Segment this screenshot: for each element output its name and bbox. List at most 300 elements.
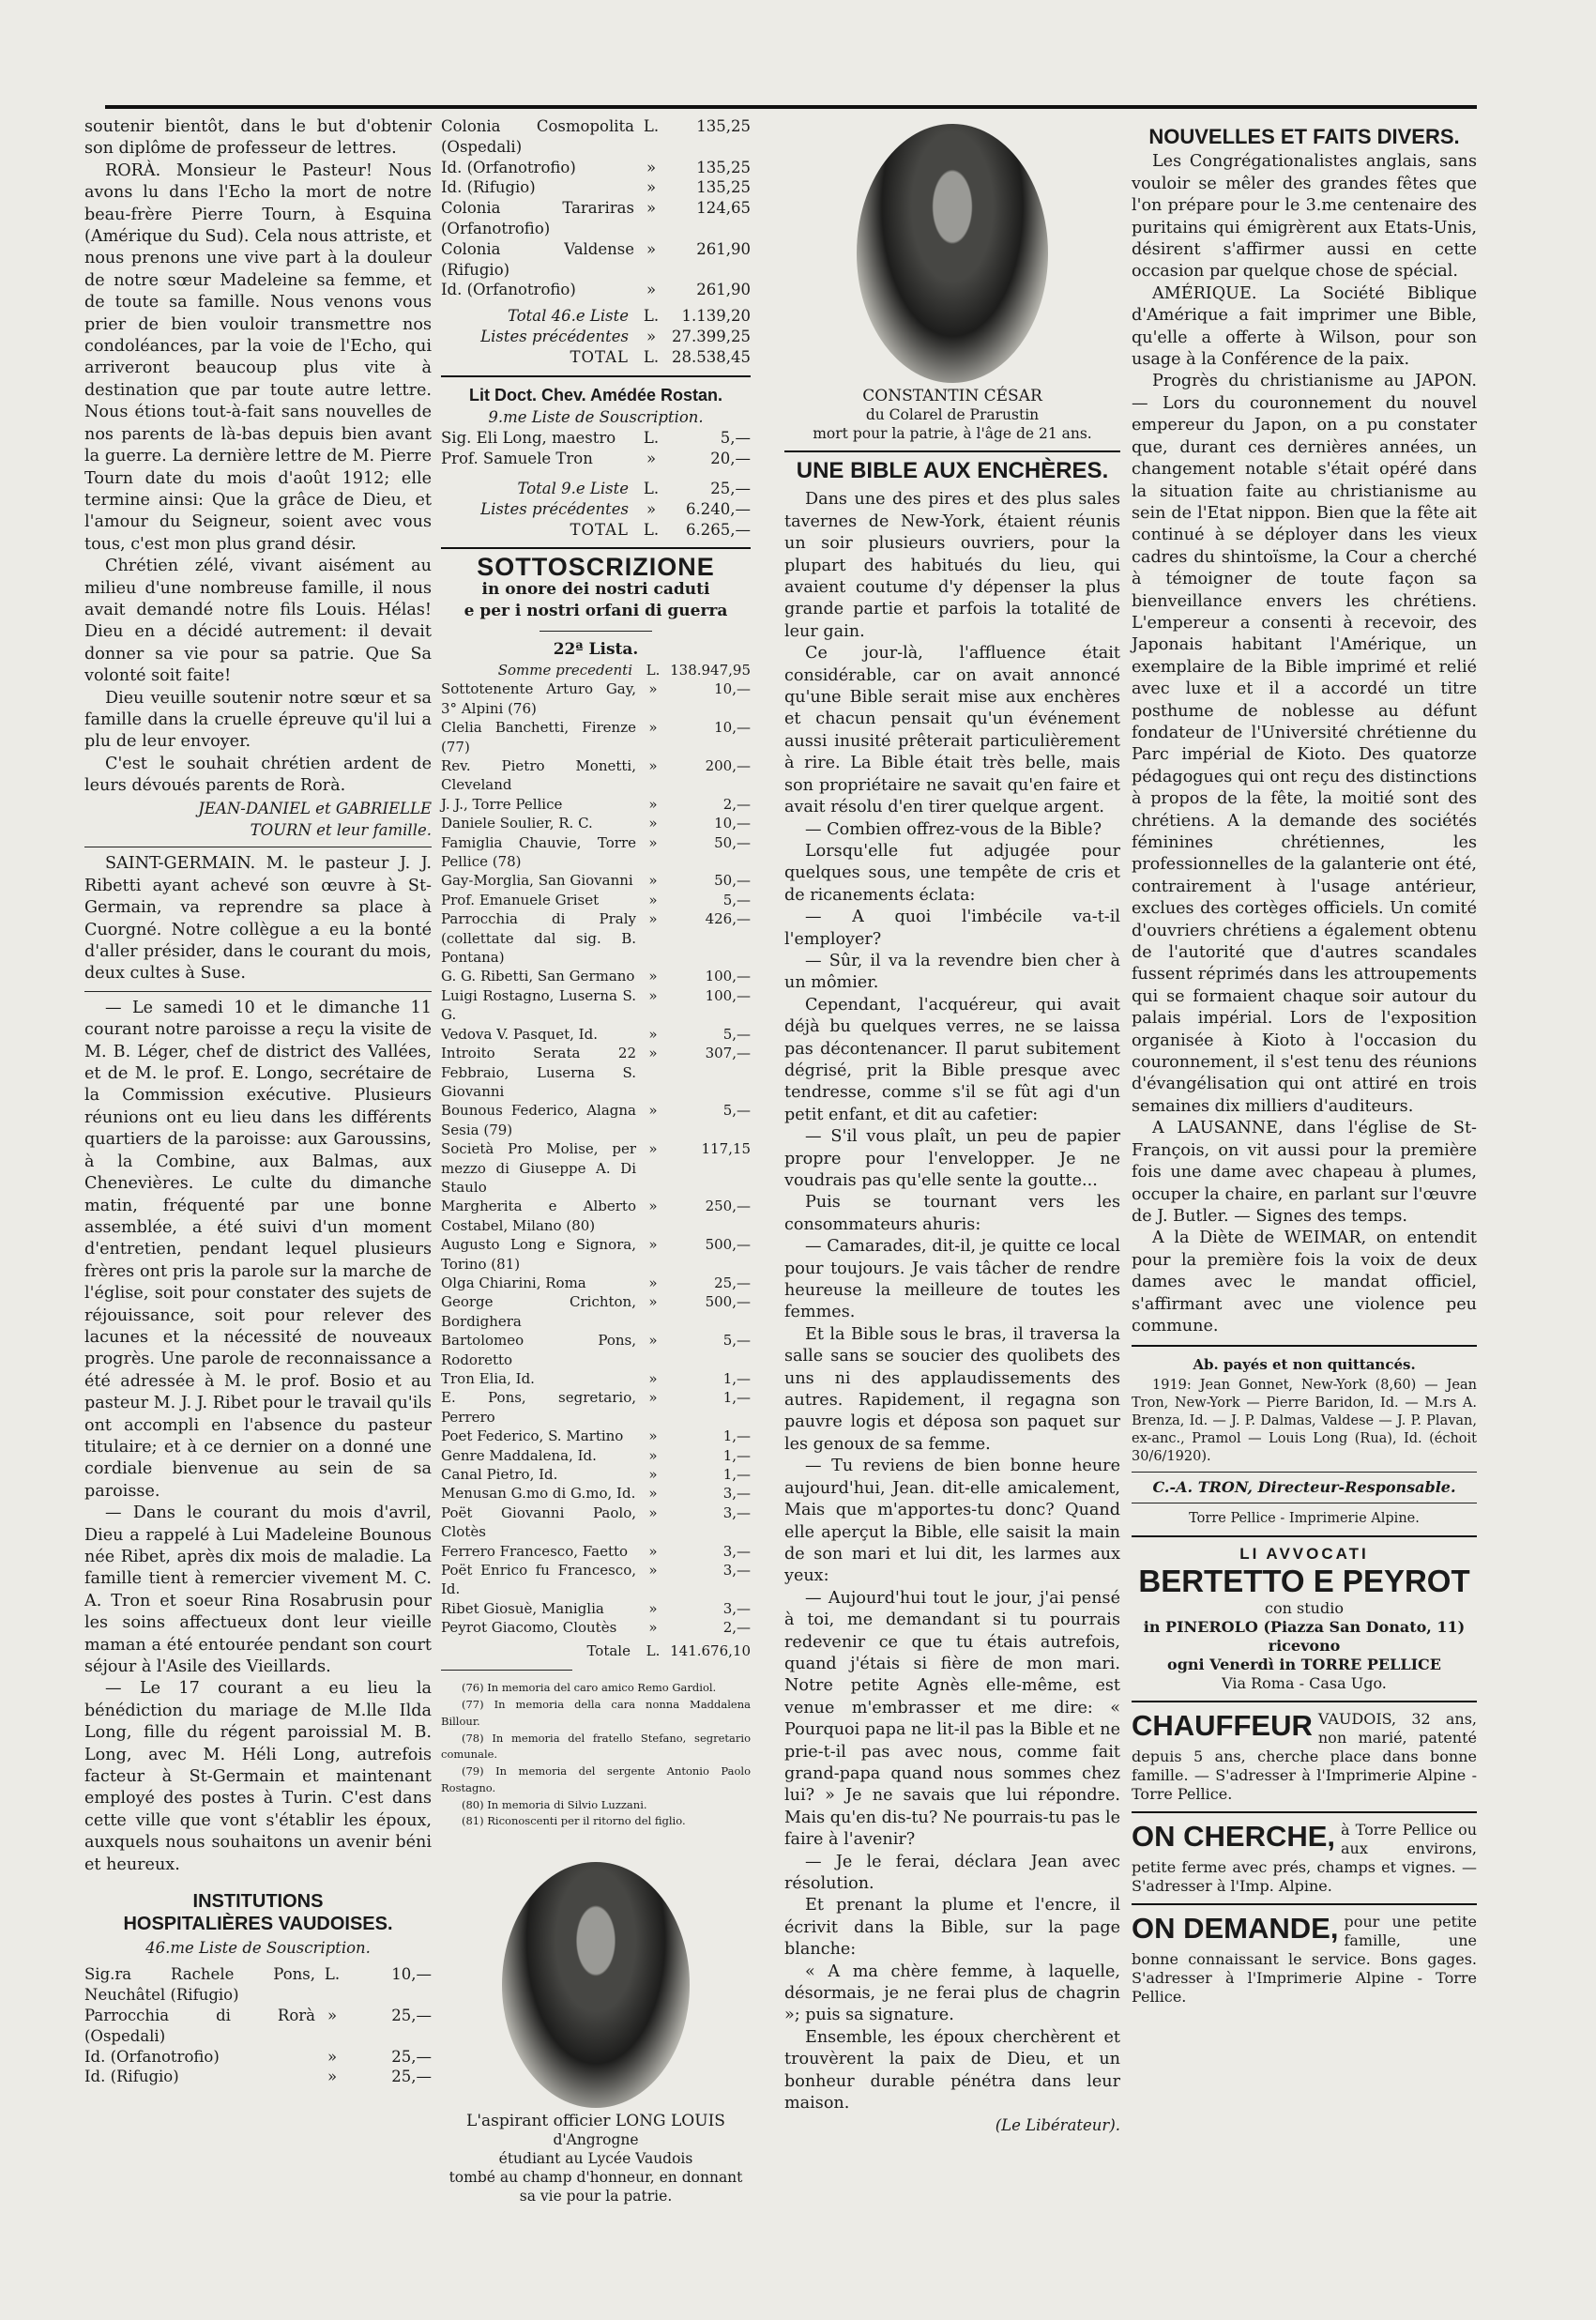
- section-title: HOSPITALIÈRES VAUDOISES.: [123, 1913, 393, 1934]
- article-source: (Le Libérateur).: [995, 2116, 1120, 2135]
- ad-line: con studio: [1265, 1598, 1344, 1617]
- amount: 3,—: [722, 1503, 751, 1521]
- list-row: [84, 2006, 432, 2047]
- currency: L.: [646, 661, 661, 679]
- donor: Somme precedenti: [497, 661, 632, 679]
- list-row: [441, 158, 751, 178]
- amount: 117,15: [701, 1140, 751, 1158]
- divider: [540, 631, 652, 632]
- ad-line: ogni Venerdì in TORRE PELLICE: [1167, 1655, 1441, 1673]
- signature: TOURN et leur famille.: [250, 821, 432, 839]
- article-paragraph: Et la Bible sous le bras, il traversa la salle sans se soucier des quolibets des uns ni des applaudissements des autres. Rapidement, il regagna son pauvre logis et déposa son paquet sur les genoux de sa femme.: [784, 1324, 1120, 1454]
- article-paragraph: Dans une des pires et des plus sales tavernes de New-York, étaient réunis un soir plusieurs ouvriers, pour la plupart des habitués du lieu, qui avaient coutume d'y dépenser la plus grande partie et parfois la totalité de leur gain.: [784, 490, 1120, 641]
- currency: »: [648, 1102, 658, 1120]
- amount: 5,—: [722, 891, 751, 908]
- article-paragraph: — Tu reviens de bien bonne heure aujourd'hui, Jean. dit-elle amicalement, Mais que m'apportes-tu donc? Quand elle aperçut la Bible, elle saisit la main de son mari et lui dit, les larmes aux yeux:: [784, 1457, 1120, 1586]
- currency: »: [648, 872, 658, 890]
- donor: Id. (Orfanotrofio): [441, 158, 576, 176]
- article-paragraph: Puis se tournant vers les consommateurs ahuris:: [784, 1193, 1120, 1234]
- ad-heading: BERTETTO E PEYROT: [1138, 1563, 1470, 1598]
- donor: George Crichton, Bordighera: [441, 1293, 636, 1330]
- article-paragraph: « A ma chère femme, à laquelle, désormais, je ne ferai plus de chagrin »; puis sa signature.: [784, 1961, 1120, 2025]
- donor: Famiglia Chauvie, Torre Pellice (78): [441, 833, 636, 871]
- list-row: [441, 1542, 751, 1561]
- amount: 28.538,45: [672, 347, 751, 366]
- donor: Menusan G.mo di G.mo, Id.: [441, 1485, 636, 1503]
- donor: Id. (Rifugio): [441, 178, 536, 197]
- photo-caption: étudiant au Lycée Vaudois: [498, 2150, 693, 2168]
- paragraph: soutenir bientôt, dans le but d'obtenir son diplôme de professeur de lettres.: [84, 117, 432, 159]
- currency: »: [648, 719, 658, 737]
- amount: 1,—: [722, 1427, 751, 1445]
- currency: »: [648, 1140, 658, 1158]
- amount: 200,—: [705, 757, 751, 775]
- list-row: [441, 1503, 751, 1542]
- subscriptions-text: 1919: Jean Gonnet, New-York (8,60) — Jean Tron, New-York — Pierre Baridon, Id. — M.rs A. Brenza, Id. — J. P. Dalmas, Valdese — J. P. Plavan, ex-anc., Pramol — Louis Long (Rua), Id. (échoit 30/6/1920).: [1132, 1377, 1477, 1464]
- list-row: [441, 428, 751, 449]
- amount: 261,90: [696, 281, 751, 299]
- article-paragraph: — S'il vous plaît, un peu de papier propre pour l'envelopper. Je ne voudrais pas qu'elle sente la goutte...: [784, 1127, 1120, 1190]
- donor: Olga Chiarini, Roma: [441, 1274, 586, 1291]
- amount: 25,—: [391, 2068, 432, 2086]
- list-row: [441, 116, 751, 158]
- list-row: [441, 679, 751, 718]
- article-paragraph: — Combien offrez-vous de la Bible?: [805, 819, 1102, 839]
- sottoscrizione-list: [441, 661, 751, 1638]
- list-row: [441, 756, 751, 795]
- director-line: C.-A. TRON, Directeur-Responsable.: [1152, 1477, 1456, 1496]
- currency: »: [648, 833, 658, 851]
- list-row: [441, 1561, 751, 1599]
- currency: »: [646, 199, 657, 218]
- currency: »: [648, 891, 658, 908]
- list-row: [441, 833, 751, 872]
- donor: Id. (Orfanotrofio): [84, 2047, 220, 2066]
- amount: 1,—: [722, 1370, 751, 1388]
- donor: Colonia Valdense (Rifugio): [441, 239, 634, 279]
- amount: 100,—: [705, 968, 751, 985]
- list-row: [441, 177, 751, 198]
- ad-heading: ON CHERCHE,: [1132, 1819, 1336, 1853]
- donor: Parrocchia di Rorà (Ospedali): [84, 2006, 315, 2045]
- currency: »: [648, 1446, 658, 1464]
- amount: 50,—: [714, 833, 751, 851]
- currency: »: [648, 1293, 658, 1311]
- donor: Società Pro Molise, per mezzo di Giuseppe A. Di Staulo: [441, 1140, 636, 1196]
- list-row: [441, 909, 751, 967]
- list-number: 22ª Lista.: [553, 639, 639, 659]
- amount: 2,—: [722, 795, 751, 813]
- amount: 6.265,—: [686, 520, 751, 539]
- list-row: [441, 1331, 751, 1369]
- currency: »: [648, 1619, 658, 1637]
- footnote: (81) Riconoscenti per il ritorno del figlio.: [462, 1814, 686, 1828]
- amount: 5,—: [722, 1025, 751, 1043]
- divider: [1132, 1345, 1477, 1347]
- amount: 307,—: [705, 1045, 751, 1062]
- list-row: [441, 1484, 751, 1503]
- donor: Poet Federico, S. Martino: [441, 1427, 624, 1445]
- list-row: [441, 1599, 751, 1618]
- article-paragraph: Ce jour-là, l'affluence était considérable, car on avait annoncé qu'une Bible serait mise aux enchères et chacun pensait qu'un événement aussi inusité prêterait particulièrement à rire. La Bible était très belle, mais son propriétaire ne savait qu'en faire et avait résolu d'en tirer quelque argent.: [784, 644, 1120, 817]
- currency: »: [648, 680, 658, 698]
- donor: Daniele Soulier, R. C.: [441, 815, 593, 832]
- currency: »: [646, 281, 657, 299]
- currency: L.: [643, 429, 660, 448]
- amount: 250,—: [705, 1198, 751, 1215]
- amount: 1,—: [722, 1389, 751, 1407]
- ad-text: à Torre Pellice ou aux environs, petite ferme avec prés, champs et vignes. — S'adresser à l'Imp. Alpine.: [1132, 1820, 1477, 1895]
- amount: 10,—: [714, 815, 751, 832]
- currency: »: [648, 815, 658, 832]
- amount: 25,—: [714, 1274, 751, 1291]
- total-label: Totale: [586, 1641, 631, 1659]
- amount: 1,—: [722, 1466, 751, 1484]
- donor: Canal Pietro, Id.: [441, 1466, 558, 1484]
- donor: Gay-Morglia, San Giovanni: [441, 872, 633, 890]
- list-row: [441, 1465, 751, 1484]
- donor: Poët Giovanni Paolo, Clotès: [441, 1503, 636, 1541]
- amount: 5,—: [722, 1102, 751, 1120]
- list-row: [441, 1618, 751, 1637]
- subscriptions-title: Ab. payés et non quittancés.: [1193, 1356, 1416, 1374]
- footnote: (79) In memoria del sergente Antonio Paolo Rostagno.: [441, 1764, 751, 1794]
- amount: 141.676,10: [670, 1641, 751, 1659]
- article-paragraph: Lorsqu'elle fut adjugée pour quelques sous, une tempête de cris et de ricanements éclata:: [784, 841, 1120, 905]
- donor: Peyrot Giacomo, Cloutès: [441, 1619, 617, 1637]
- divider: [1132, 1535, 1477, 1537]
- divider: [784, 450, 1120, 452]
- saint-germain-news: SAINT-GERMAIN. M. le pasteur J. J. Ribetti ayant achevé son œuvre à St-Germain, va reprendre sa place à Cuorgné. Notre collègue a eu la bonté d'aller présider, dans le courant du mois, deux cultes à Suse.: [84, 854, 432, 984]
- news-paragraph: A la Diète de WEIMAR, on entendit pour la première fois la voix de deux dames avec le mandat officiel, s'affirmant avec une violence peu commune.: [1132, 1229, 1477, 1336]
- amount: 27.399,25: [672, 327, 751, 345]
- footnote: (77) In memoria della cara nonna Maddalena Billour.: [441, 1697, 751, 1728]
- amount: 135,25: [696, 117, 751, 135]
- currency: »: [648, 1427, 658, 1445]
- currency: »: [646, 327, 657, 345]
- currency: L.: [643, 520, 660, 539]
- amount: 3,—: [722, 1485, 751, 1503]
- currency: L.: [646, 1641, 661, 1659]
- donor: Sig. Eli Long, maestro: [441, 429, 616, 448]
- divider: [1132, 1472, 1477, 1473]
- column-2: [441, 116, 751, 2206]
- signature: JEAN-DANIEL et GABRIELLE: [198, 799, 432, 817]
- ad-line: Via Roma - Casa Ugo.: [1222, 1673, 1387, 1692]
- sottoscrizione-title: SOTTOSCRIZIONE: [477, 553, 715, 582]
- paragraph: — Dans le courant du mois d'avril, Dieu a rappelé à Lui Madeleine Bounous née Ribet, après dix mois de maladie. La famille tient à remercier vivement M. C. A. Tron et soeur Rina Rosabrusin pour les soins affectueux dont leur vieille maman a été entourée pendant son court séjour à l'Asile des Vieillards.: [84, 1503, 432, 1677]
- news-paragraph: Les Congrégationalistes anglais, sans vouloir se mêler des grandes fêtes que l'on prépare pour le 3.me centenaire des puritains qui émigrèrent aux Etats-Unis, désirent s'affirmer aussi en cette occasion par quelque chose de spécial.: [1132, 152, 1477, 282]
- list-row: [84, 2067, 432, 2087]
- list-row: [441, 967, 751, 985]
- currency: »: [646, 239, 657, 258]
- donor: Prof. Emanuele Griset: [441, 891, 600, 908]
- divider: [84, 991, 432, 992]
- list-row: [441, 239, 751, 281]
- currency: »: [327, 2047, 338, 2066]
- divider: [441, 375, 751, 377]
- total-label: Total 46.e Liste: [508, 307, 629, 326]
- total-row: [441, 479, 751, 499]
- list-row: [441, 1044, 751, 1101]
- currency: »: [327, 2068, 338, 2086]
- currency: L.: [643, 117, 660, 135]
- total-label: Total 9.e Liste: [517, 479, 629, 497]
- list-row: [441, 1274, 751, 1292]
- list-row: [441, 198, 751, 239]
- donor: Genre Maddalena, Id.: [441, 1446, 597, 1464]
- list-row: [441, 891, 751, 909]
- currency: »: [648, 757, 658, 775]
- currency: L.: [324, 1965, 341, 1984]
- donor: Ribet Giosuè, Maniglia: [441, 1599, 604, 1617]
- donor: Prof. Samuele Tron: [441, 450, 593, 468]
- currency: »: [646, 450, 657, 468]
- divider: [1132, 1701, 1477, 1702]
- rora-letter: RORÀ. Monsieur le Pasteur! Nous avons lu dans l'Echo la mort de notre beau-frère Pierre Tourn, à Esquina (Amérique du Sud). Cela nous attriste, et nous prenons une vive part à la douleur de notre sœur Madeleine sa femme, et de toute sa famille. Nous venons vous prier de bien vouloir transmettre nos condoléances, par la voie de l'Echo, qui arriveront beaucoup plus vite à destination que par toute autre lettre. Nous étions tout-à-fait sans nouvelles de nos parents de là-bas depuis bien avant la guerre. La dernière lettre de M. Pierre Tourn date du mois d'août 1912; elle termine ainsi: Que la grâce de Dieu, et l'amour du Seigneur, soient avec vous tous, c'est mon plus grand désir.: [84, 160, 432, 554]
- photo-caption: d'Angrogne: [553, 2131, 639, 2149]
- amount: 426,—: [705, 910, 751, 928]
- ad-on-cherche: [1132, 1821, 1477, 1896]
- header-rule: [105, 105, 1477, 109]
- list-subtitle: 9.me Liste de Souscription.: [488, 407, 704, 426]
- section-title: INSTITUTIONS: [192, 1891, 324, 1913]
- donor: Colonia Cosmopolita (Ospedali): [441, 117, 634, 156]
- amount: 3,—: [722, 1599, 751, 1617]
- section-title: NOUVELLES ET FAITS DIVERS.: [1148, 125, 1460, 148]
- amount: 10,—: [714, 719, 751, 737]
- list-row: [441, 814, 751, 832]
- amount: 2,—: [722, 1619, 751, 1637]
- donor: G. G. Ribetti, San Germano: [441, 968, 635, 985]
- article-paragraph: — Sûr, il va la revendre bien cher à un mômier.: [784, 951, 1120, 993]
- total-row: [441, 520, 751, 541]
- portrait-photo-constantin-cesar: [857, 124, 1048, 383]
- amount: 5,—: [720, 429, 751, 448]
- amount: 50,—: [714, 872, 751, 890]
- currency: »: [327, 2006, 338, 2024]
- amount: 138.947,95: [670, 661, 751, 679]
- currency: L.: [643, 479, 660, 497]
- currency: »: [648, 1562, 658, 1580]
- total-row: [441, 347, 751, 368]
- currency: »: [648, 1503, 658, 1521]
- divider: [441, 547, 751, 549]
- currency: »: [648, 1485, 658, 1503]
- total-label: Listes précédentes: [480, 499, 629, 518]
- amount: 261,90: [696, 239, 751, 258]
- ad-chauffeur: [1132, 1710, 1477, 1804]
- amount: 3,—: [722, 1562, 751, 1580]
- donor: Sig.ra Rachele Pons, Neuchâtel (Rifugio): [84, 1965, 315, 2005]
- colonia-list: [441, 116, 751, 300]
- list-row: [441, 1235, 751, 1274]
- total-row: [441, 327, 751, 347]
- amount: 10,—: [391, 1965, 432, 1984]
- amount: 5,—: [722, 1332, 751, 1350]
- donor: Poët Enrico fu Francesco, Id.: [441, 1562, 636, 1598]
- ad-line: ricevono: [1268, 1636, 1341, 1655]
- total-label: Listes précédentes: [480, 327, 629, 345]
- ad-text: pour une petite famille, une bonne connaissant le service. Bons gages. S'adresser à l'Imprimerie Alpine - Torre Pellice.: [1132, 1912, 1477, 2006]
- photo-caption: mort pour la patrie, à l'âge de 21 ans.: [813, 425, 1092, 442]
- currency: »: [648, 1236, 658, 1254]
- news-paragraph: A LAUSANNE, dans l'église de St-François, on vit aussi pour la première fois une dame avec chapeau à plumes, occuper la chaire, en parlant sur l'œuvre de J. Butler. — Signes des temps.: [1132, 1119, 1477, 1226]
- amount: 135,25: [696, 158, 751, 176]
- donor: Vedova V. Pasquet, Id.: [441, 1025, 598, 1043]
- donor: Augusto Long e Signora, Torino (81): [441, 1236, 636, 1273]
- donor: Colonia Tarariras (Orfanotrofio): [441, 199, 634, 237]
- currency: »: [648, 986, 658, 1004]
- donor: Bounous Federico, Alagna Sesia (79): [441, 1102, 636, 1138]
- list-row: [441, 449, 751, 469]
- divider: [1132, 1811, 1477, 1813]
- list-row: [441, 795, 751, 814]
- amount: 500,—: [705, 1236, 751, 1254]
- article-title: UNE BIBLE AUX ENCHÈRES.: [796, 458, 1109, 483]
- donor: Id. (Rifugio): [84, 2068, 179, 2086]
- list-row: [441, 1427, 751, 1445]
- paragraph: — Le samedi 10 et le dimanche 11 courant notre paroisse a reçu la visite de M. B. Léger, chef de district des Vallées, et de M. le prof. E. Longo, secrétaire de la Commission exécutive. Plusieurs réunions ont eu lieu dans les différents quartiers de la paroisse: aux Garoussins, à la Combine, aux Balmas, aux Chenevières. Le culte du dimanche matin, fréquenté par une bonne assemblée, a été suivi d'un moment d'entretien, pendant lequel plusieurs frères ont pris la parole sur la marche de l'église, soit pour constater des sujets de réjouissance, soit pour relever des lacunes et la nécessité de nouveaux progrès. Une parole de reconnaissance a été adressée à M. le prof. Bosio et au pasteur M. J. J. Ribet pour le travail qu'ils ont accompli en l'absence du pasteur titulaire; et à ce dernier on a donné une cordiale bienvenue au sein de sa paroisse.: [84, 998, 432, 1501]
- currency: »: [648, 910, 658, 928]
- article-paragraph: Et prenant la plume et l'encre, il écrivit dans la Bible, sur la page blanche:: [784, 1896, 1120, 1960]
- ad-heading: ON DEMANDE,: [1132, 1911, 1339, 1945]
- amount: 1,—: [722, 1446, 751, 1464]
- photo-caption: L'aspirant officier LONG LOUIS: [466, 2112, 725, 2131]
- donor: Rev. Pietro Monetti, Cleveland: [441, 757, 636, 794]
- column-1: [84, 116, 432, 2087]
- amount: 20,—: [710, 450, 751, 468]
- currency: »: [646, 178, 657, 197]
- list-row: [84, 2047, 432, 2068]
- list-row: [441, 986, 751, 1025]
- donor: Id. (Orfanotrofio): [441, 281, 576, 299]
- photo-caption: tombé au champ d'honneur, en donnant sa vie pour la patrie.: [448, 2169, 743, 2206]
- amount: 3,—: [722, 1542, 751, 1560]
- paragraph: — Le 17 courant a eu lieu la bénédiction du mariage de M.lle Ilda Long, fille du régent paroissial M. B. Long, avec M. Héli Long, autrefois facteur à St-Germain et maintenant employé des postes à Turin. C'est dans cette ville que vont s'établir les époux, auxquels nous souhaitons un avenir béni et heureux.: [84, 1679, 432, 1874]
- list-row: [441, 1369, 751, 1388]
- footnote: (76) In memoria del caro amico Remo Gardiol.: [462, 1681, 717, 1695]
- photo-caption: CONSTANTIN CÉSAR: [862, 387, 1042, 405]
- list-row: [441, 1197, 751, 1235]
- footnote: (78) In memoria del fratello Stefano, segretario comunale.: [441, 1731, 751, 1762]
- divider: [1132, 1903, 1477, 1905]
- total-row: [441, 1641, 751, 1660]
- donor: E. Pons, segretario, Perrero: [441, 1389, 636, 1426]
- amount: 25,—: [391, 2047, 432, 2066]
- divider: [441, 1670, 572, 1671]
- currency: »: [648, 1389, 658, 1407]
- paragraph: Chrétien zélé, vivant aisément au milieu d'une nombreuse famille, il nous avait demandé notre fils Louis. Hélas! Dieu en a décidé autrement: il devait donner sa vie pour sa patrie. Que Sa volonté soit faite!: [84, 557, 432, 686]
- currency: »: [648, 1198, 658, 1215]
- paragraph: C'est le souhait chrétien ardent de leurs dévoués parents de Rorà.: [84, 754, 432, 796]
- printer-line: Torre Pellice - Imprimerie Alpine.: [1189, 1510, 1420, 1526]
- currency: »: [646, 499, 657, 518]
- amount: 500,—: [705, 1293, 751, 1311]
- donor: Clelia Banchetti, Firenze (77): [441, 719, 636, 756]
- article-paragraph: Cependant, l'acquéreur, qui avait déjà bu quelques verres, ne se laissa pas décontenancer. Il parut subitement dégrisé, prit la Bible presque avec tendresse, comme s'il se fût agi d'un petit enfant, et dit au cafetier:: [784, 995, 1120, 1124]
- article-paragraph: Ensemble, les époux cherchèrent et trouvèrent la paix de Dieu, et un bonheur durable pénétra dans leur maison.: [784, 2027, 1120, 2114]
- donor: Introito Serata 22 Febbraio, Luserna S. Giovanni: [441, 1045, 636, 1100]
- article-paragraph: — Aujourd'hui tout le jour, j'ai pensé à toi, me demandant si tu pourrais redevenir ce que tu étais autrefois, quand j'étais si fière de mon mari. Notre petite Agnès elle-même, est venue m'embrasser et me dire: « Pourquoi papa ne lit-il pas la Bible et ne prie-t-il pas avec nous, comme fait grand-papa quand nous sommes chez lui? » Je ne savais que lui répondre. Mais qu'en dis-tu? Ne pourrais-tu pas le faire à l'avenir?: [784, 1588, 1120, 1850]
- total-row: [441, 306, 751, 327]
- amount: 124,65: [696, 199, 751, 218]
- ad-heading: CHAUFFEUR: [1132, 1708, 1313, 1742]
- amount: 135,25: [696, 178, 751, 197]
- donor: Bartolomeo Pons, Rodoretto: [441, 1332, 636, 1368]
- donor: Margherita e Alberto Costabel, Milano (80): [441, 1198, 636, 1234]
- amount: 10,—: [714, 680, 751, 698]
- amount: 25,—: [391, 2006, 432, 2024]
- photo-caption: du Colarel de Prarustin: [865, 406, 1040, 423]
- portrait-photo-long-louis: [502, 1862, 690, 2108]
- list-subtitle: 46.me Liste de Souscription.: [145, 1938, 371, 1957]
- currency: »: [648, 1370, 658, 1388]
- article-paragraph: — A quoi l'imbécile va-t-il l'employer?: [784, 908, 1120, 949]
- currency: L.: [643, 347, 660, 366]
- donor: J. J., Torre Pellice: [441, 795, 563, 813]
- currency: »: [648, 968, 658, 985]
- list-row: [441, 1139, 751, 1197]
- list-row: [441, 718, 751, 756]
- section-title: Lit Doct. Chev. Amédée Rostan.: [468, 385, 723, 404]
- donor: Parrocchia di Praly (collettate dal sig. B. Pontana): [441, 910, 636, 967]
- donor: Tron Elia, Id.: [441, 1370, 535, 1388]
- footnote: (80) In memoria di Silvio Luzzani.: [462, 1797, 647, 1811]
- ad-text: VAUDOIS, 32 ans, non marié, patenté depuis 5 ans, cherche place dans bonne famille. — S'adresser à l'Imprimerie Alpine - Torre Pellice.: [1132, 1709, 1477, 1803]
- donor: Sottotenente Arturo Gay, 3° Alpini (76): [441, 680, 636, 717]
- list-row: [441, 661, 751, 679]
- list-row: [441, 1388, 751, 1427]
- ad-heading: LI AVVOCATI: [1239, 1544, 1369, 1563]
- amount: 6.240,—: [686, 499, 751, 518]
- column-4: [1132, 116, 1477, 2007]
- donor: Ferrero Francesco, Faetto: [441, 1542, 629, 1560]
- currency: »: [648, 1466, 658, 1484]
- list-row: [441, 871, 751, 890]
- ad-line: in PINEROLO (Piazza San Donato, 11): [1143, 1617, 1466, 1636]
- inst-list: [84, 1964, 432, 2087]
- total-row: [441, 499, 751, 520]
- amount: 100,—: [705, 986, 751, 1004]
- list-row: [441, 1101, 751, 1139]
- article-paragraph: — Camarades, dit-il, je quitte ce local pour toujours. Je vais tâcher de rendre heureuse la meilleure de toutes les femmes.: [784, 1237, 1120, 1322]
- total-label: TOTAL: [570, 520, 629, 539]
- article-paragraph: — Je le ferai, déclara Jean avec résolution.: [784, 1852, 1120, 1893]
- currency: »: [646, 158, 657, 176]
- news-paragraph: Progrès du christianisme au JAPON. — Lors du couronnement du nouvel empereur du Japon, on a pu constater que, durant ces dernières années, un changement notable s'était opéré dans la situation faite au christianisme au sein de l'Etat nippon. Bien que la fête ait continué à se déployer dans les vieux cadres du shintoïsme, la Cour a cherché à témoigner de toute façon sa bienveillance envers les chrétiens. L'empereur a consenti à recevoir, des Japonais habitant l'Amérique, un exemplaire de la Bible imprimé et relié avec luxe et il a accordé un titre posthume de noblesse au défunt fondateur de l'Université chrétienne du Parc impérial de Kioto. Des quatorze pédagogues qui ont reçu des distinctions à propos de la fête, la moitié sont des chrétiens. A la demande des sociétés féminines chrétiennes, les professionnelles de la galanterie ont été, contrairement à l'usage antérieur, exclues des cortèges officiels. Un comité d'ouvriers chrétiens a également obtenu de l'autorité que d'autres scandales fussent réprimés dans les attroupements qui se formaient chaque soir autour du palais impérial. Lors de l'exposition organisée à Kioto à l'occasion du couronnement, il s'est tenu des réunions d'évangélisation qui ont attiré en trois semaines dix milliers d'auditeurs.: [1132, 372, 1477, 1116]
- sottoscrizione-subtitle: in onore dei nostri caduti: [481, 579, 710, 599]
- currency: L.: [643, 307, 660, 326]
- column-3: [784, 116, 1120, 2137]
- currency: »: [648, 795, 658, 813]
- list-row: [441, 1446, 751, 1465]
- list-row: [441, 1292, 751, 1331]
- list-row: [84, 1964, 432, 2006]
- ad-avvocati: [1132, 1545, 1477, 1693]
- news-paragraph: AMÉRIQUE. La Société Biblique d'Amérique a fait imprimer une Bible, qu'elle a offerte à Wilson, pour son usage à la Conférence de la paix.: [1132, 283, 1477, 370]
- amount: 1.139,20: [681, 307, 751, 326]
- currency: »: [648, 1332, 658, 1350]
- list-row: [441, 280, 751, 300]
- currency: »: [648, 1025, 658, 1043]
- amount: 25,—: [710, 479, 751, 497]
- currency: »: [648, 1599, 658, 1617]
- currency: »: [648, 1045, 658, 1062]
- list-row: [441, 1025, 751, 1044]
- donor: Luigi Rostagno, Luserna S. G.: [441, 986, 636, 1024]
- total-label: TOTAL: [570, 347, 629, 366]
